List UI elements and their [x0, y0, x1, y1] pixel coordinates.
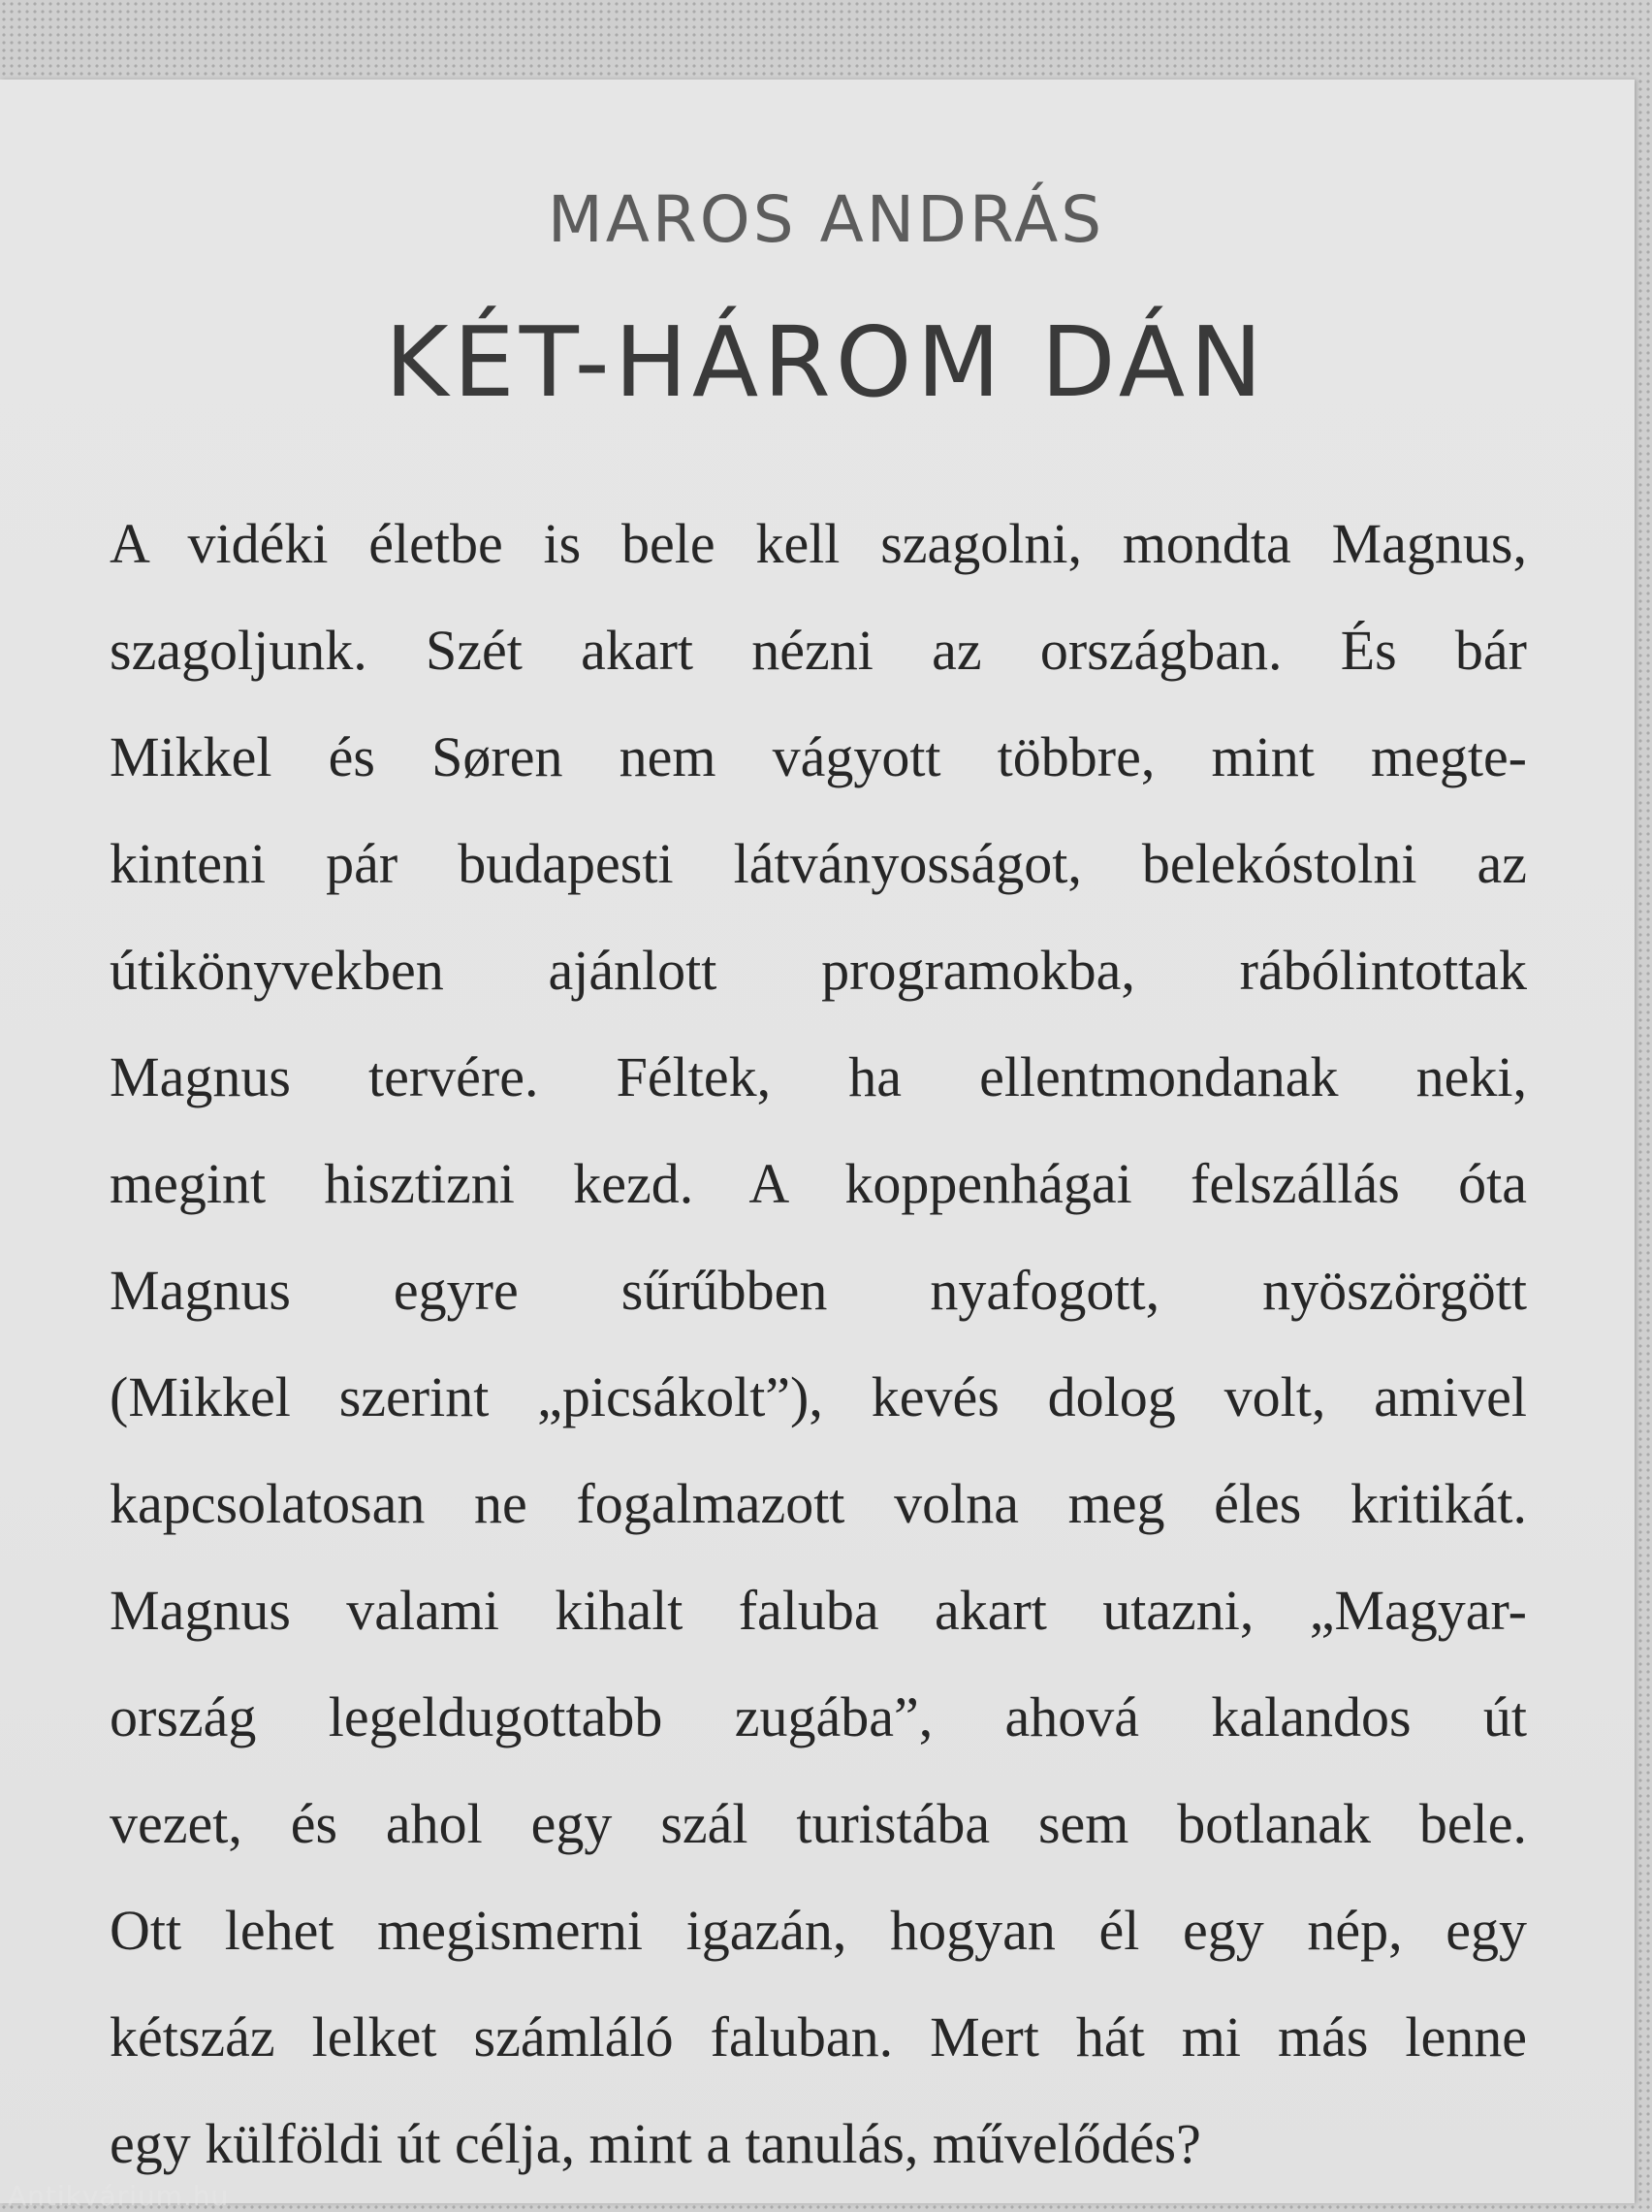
text-line: kétszáz lelket számláló faluban. Mert hát mi más lenne — [110, 2005, 1527, 2068]
watermark: Antikvárium.hu — [8, 2180, 230, 2212]
text-line: Magnus tervére. Féltek, ha ellentmondanak neki, — [110, 1045, 1527, 1108]
text-line: Magnus valami kihalt faluba akart utazni, „Magyar- — [110, 1579, 1527, 1642]
text-line: szagoljunk. Szét akart nézni az országban. És bár — [110, 619, 1527, 682]
text-line: Mikkel és Søren nem vágyott többre, mint megte- — [110, 725, 1527, 788]
text-line: Ott lehet megismerni igazán, hogyan él egy nép, egy — [110, 1899, 1527, 1962]
author-name: MAROS ANDRÁS — [547, 182, 1105, 257]
text-line: egy külföldi út célja, mint a tanulás, művelődés? — [110, 2112, 1201, 2175]
text-line: ország legeldugottabb zugába”, ahová kalandos út — [110, 1685, 1527, 1748]
text-line: kinteni pár budapesti látványosságot, belekóstolni az — [110, 832, 1527, 895]
text-line: A vidéki életbe is bele kell szagolni, mondta Magnus, — [110, 512, 1527, 575]
book-title: KÉT-HÁROM DÁN — [384, 305, 1268, 419]
text-line: kapcsolatosan ne fogalmazott volna meg éles kritikát. — [110, 1472, 1527, 1535]
text-line: vezet, és ahol egy szál turistába sem botlanak bele. — [110, 1792, 1527, 1855]
text-line: megint hisztizni kezd. A koppenhágai felszállás óta — [110, 1152, 1527, 1215]
body-text — [110, 491, 1527, 2197]
text-line: Magnus egyre sűrűbben nyafogott, nyöszörgött — [110, 1259, 1527, 1322]
text-line: útikönyvekben ajánlott programokba, rábólintottak — [110, 939, 1527, 1002]
text-line: (Mikkel szerint „picsákolt”), kevés dolog volt, amivel — [110, 1365, 1527, 1428]
